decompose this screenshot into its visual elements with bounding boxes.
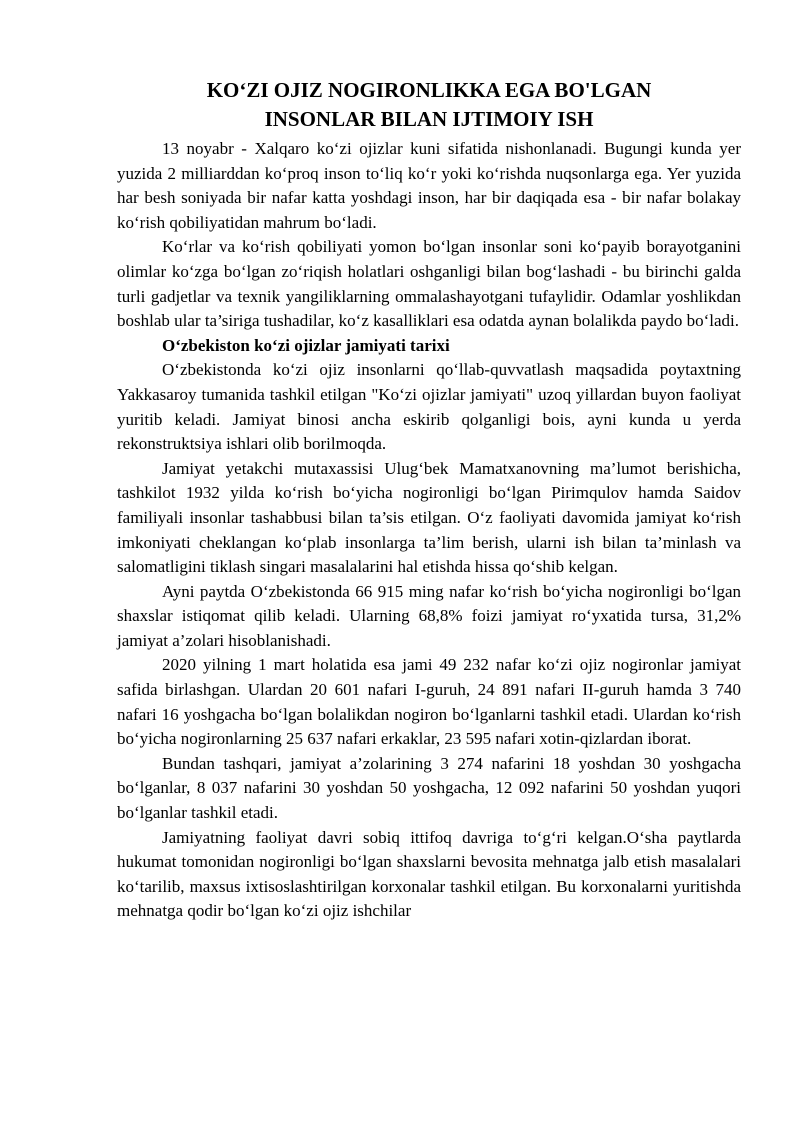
paragraph: Ko‘rlar va ko‘rish qobiliyati yomon bo‘lgan insonlar soni ko‘payib borayotganini olimlar ko‘zga bo‘lgan zo‘riqish holatlari oshganligi bilan bog‘lashadi - bu birinchi galda turli gadjetlar va texnik yangiliklarning ommalashayotgani tufaylidir. Odamlar yoshlikdan boshlab ular ta’siriga tushadilar, ko‘z kasalliklari esa odatda aynan bolalikda paydo bo‘ladi. — [117, 237, 741, 331]
document-title — [117, 76, 741, 134]
title-line-2: INSONLAR BILAN IJTIMOIY ISH — [264, 107, 594, 131]
paragraph: 13 noyabr - Xalqaro ko‘zi ojizlar kuni sifatida nishonlanadi. Bugungi kunda yer yuzida 2 milliarddan ko‘proq inson to‘liq ko‘r yoki ko‘rishda nuqsonlarga ega. Yer yuzida har besh soniyada bir nafar katta yoshdagi inson, har bir daqiqada esa - bir nafar bolakay ko‘rish qobiliyatidan mahrum bo‘ladi. — [117, 139, 741, 232]
document-page — [117, 76, 741, 924]
paragraph: 2020 yilning 1 mart holatida esa jami 49 232 nafar ko‘zi ojiz nogironlar jamiyat safida birlashgan. Ulardan 20 601 nafari I-guruh, 24 891 nafari II-guruh hamda 3 740 nafari 16 yoshgacha bo‘lgan bolalikdan nogiron bo‘lganlarni tashkil etadi. Ulardan ko‘rish bo‘yicha nogironlarning 25 637 nafari erkaklar, 23 595 nafari xotin-qizlardan iborat. — [117, 655, 741, 749]
section-heading: O‘zbekiston ko‘zi ojizlar jamiyati tarixi — [162, 335, 450, 355]
paragraph: Ayni paytda O‘zbekistonda 66 915 ming nafar ko‘rish bo‘yicha nogironligi bo‘lgan shaxslar istiqomat qilib keladi. Ularning 68,8% foizi jamiyat ro‘yxatida tursa, 31,2% jamiyat a’zolari hisoblanishadi. — [117, 581, 741, 650]
paragraph: Jamiyatning faoliyat davri sobiq ittifoq davriga to‘g‘ri kelgan.O‘sha paytlarda hukumat tomonidan nogironligi bo‘lgan shaxslarni bevosita mehnatga jalb etish masalalari ko‘tarilib, maxsus ixtisoslashtirilgan korxonalar tashkil etilgan. Bu korxonalarni yuritishda mehnatga qodir bo‘lgan ko‘zi ojiz ishchilar — [117, 827, 741, 921]
paragraph: Jamiyat yetakchi mutaxassisi Ulug‘bek Mamatxanovning ma’lumot berishicha, tashkilot 1932 yilda ko‘rish bo‘yicha nogironligi bo‘lgan Pirimqulov hamda Saidov familiyali insonlar tashabbusi bilan ta’sis etilgan. O‘z faoliyati davomida jamiyat ko‘rish imkoniyati cheklangan ko‘plab insonlarga ta’lim berish, ularni ish bilan ta’minlash va salomatligini tiklash singari masalalarini hal etishda hissa qo‘shib kelgan. — [117, 458, 741, 577]
paragraph: O‘zbekistonda ko‘zi ojiz insonlarni qo‘llab-quvvatlash maqsadida poytaxtning Yakkasaroy tumanida tashkil etilgan "Ko‘zi ojizlar jamiyati" uzoq yillardan buyon faoliyat yuritib keladi. Jamiyat binosi ancha eskirib qolganligi bois, ayni kunda u yerda rekonstruktsiya ishlari olib borilmoqda. — [117, 360, 741, 454]
title-line-1: KO‘ZI OJIZ NOGIRONLIKKA EGA BO'LGAN — [206, 78, 652, 102]
paragraph: Bundan tashqari, jamiyat a’zolarining 3 274 nafarini 18 yoshdan 30 yoshgacha bo‘lganlar, 8 037 nafarini 30 yoshdan 50 yoshgacha, 12 092 nafarini 50 yoshdan yuqori bo‘lganlar tashkil etadi. — [117, 753, 741, 823]
